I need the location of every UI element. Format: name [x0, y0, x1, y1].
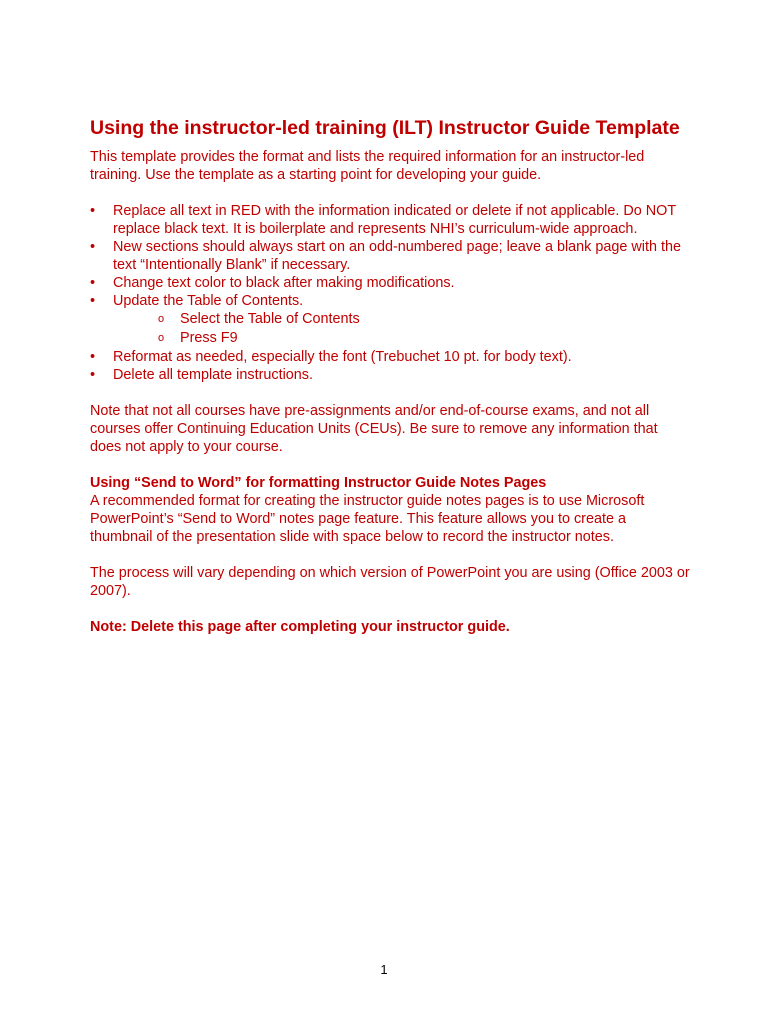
- list-item: [90, 366, 690, 384]
- spacer: [90, 384, 690, 402]
- sub-list-item: [90, 329, 690, 348]
- sub-list-item: [90, 310, 690, 329]
- spacer: [90, 546, 690, 564]
- list-item-text: New sections should always start on an odd-numbered page; leave a blank page with the text “Intentionally Blank” if necessary.: [113, 239, 681, 273]
- bullet-icon: •: [90, 367, 96, 383]
- document-page: [90, 116, 690, 636]
- process-paragraph: The process will vary depending on which version of PowerPoint you are using (Office 2003 or 2007).: [90, 565, 690, 599]
- spacer: [90, 600, 690, 618]
- list-item: [90, 292, 690, 348]
- send-to-word-paragraph: A recommended format for creating the instructor guide notes pages is to use Microsoft PowerPoint’s “Send to Word” notes page feature. This feature allows you to create a thumbnail of the presentation slide with space below to record the instructor notes.: [90, 493, 645, 545]
- page-title: Using the instructor-led training (ILT) Instructor Guide Template: [90, 117, 680, 139]
- bullet-icon: •: [90, 293, 96, 309]
- sub-list-item-text: Press F9: [180, 330, 238, 346]
- intro-paragraph: This template provides the format and lists the required information for an instructor-led training. Use the template as a starting point for developing your guide.: [90, 149, 645, 183]
- bullet-icon: •: [90, 239, 96, 255]
- bullet-icon: •: [90, 349, 96, 365]
- circle-bullet-icon: o: [158, 332, 165, 344]
- list-item-text: Replace all text in RED with the information indicated or delete if not applicable. Do NOT replace black text. It is boilerplate and represents NHI’s curriculum-wide approach.: [113, 203, 676, 237]
- list-item-text: Change text color to black after making modifications.: [113, 275, 455, 291]
- list-item-text: Reformat as needed, especially the font (Trebuchet 10 pt. for body text).: [113, 349, 572, 365]
- spacer: [90, 184, 690, 202]
- spacer: [90, 456, 690, 474]
- list-item: [90, 348, 690, 366]
- final-note: Note: Delete this page after completing your instructor guide.: [90, 619, 510, 635]
- section-heading: Using “Send to Word” for formatting Instructor Guide Notes Pages: [90, 475, 547, 491]
- list-item: [90, 274, 690, 292]
- sub-list-item-text: Select the Table of Contents: [180, 311, 360, 327]
- list-item-text: Delete all template instructions.: [113, 367, 313, 383]
- circle-bullet-icon: o: [158, 313, 165, 325]
- bullet-icon: •: [90, 275, 96, 291]
- instructions-list: [90, 202, 690, 384]
- note-paragraph: Note that not all courses have pre-assignments and/or end-of-course exams, and not all courses offer Continuing Education Units (CEUs). Be sure to remove any information that does not apply to your course.: [90, 403, 658, 455]
- list-item: [90, 238, 690, 274]
- sub-list: [90, 310, 690, 348]
- list-item: [90, 202, 690, 238]
- page-number: 1: [380, 962, 388, 977]
- list-item-text: Update the Table of Contents.: [113, 293, 304, 309]
- bullet-icon: •: [90, 203, 96, 219]
